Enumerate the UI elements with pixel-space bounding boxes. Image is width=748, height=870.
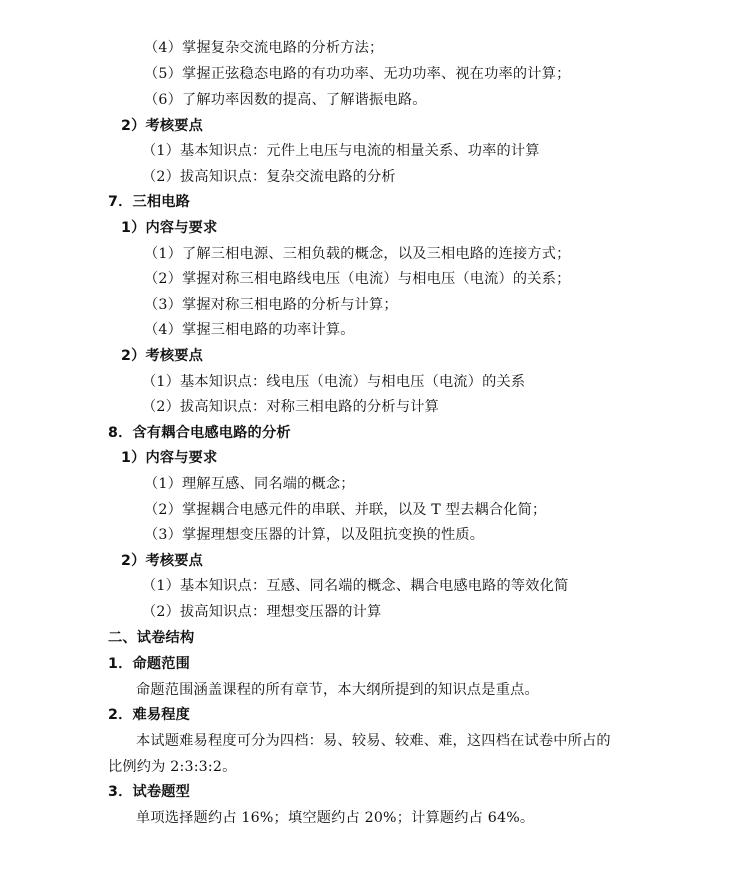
list-item: （4）掌握三相电路的功率计算。 <box>144 322 355 338</box>
paragraph: 命题范围涵盖课程的所有章节，本大纲所提到的知识点是重点。 <box>136 682 539 698</box>
subheading: 2）考核要点 <box>121 348 204 364</box>
section-heading: 3．试卷题型 <box>108 784 191 800</box>
list-item: （6）了解功率因数的提高、了解谐振电路。 <box>144 92 427 108</box>
list-item: （4）掌握复杂交流电路的分析方法； <box>144 40 384 56</box>
subheading: 2）考核要点 <box>121 118 204 134</box>
subheading: 1）内容与要求 <box>121 220 218 236</box>
list-item: （3）掌握理想变压器的计算，以及阻抗变换的性质。 <box>144 527 485 543</box>
paragraph: 本试题难易程度可分为四档：易、较易、较难、难，这四档在试卷中所占的 <box>136 733 611 749</box>
section-heading: 7．三相电路 <box>108 194 191 210</box>
list-item: （2）拔高知识点：复杂交流电路的分析 <box>142 169 396 185</box>
list-item: （2）掌握耦合电感元件的串联、并联，以及 T 型去耦合化简； <box>144 502 547 518</box>
subheading: 2）考核要点 <box>121 553 204 569</box>
list-item: （2）掌握对称三相电路线电压（电流）与相电压（电流）的关系； <box>144 271 571 287</box>
list-item: （1）基本知识点：元件上电压与电流的相量关系、功率的计算 <box>142 143 540 159</box>
list-item: （2）拔高知识点：理想变压器的计算 <box>142 604 382 620</box>
list-item: （2）拔高知识点：对称三相电路的分析与计算 <box>142 399 439 415</box>
section-heading: 8．含有耦合电感电路的分析 <box>108 425 291 441</box>
paragraph-continuation: 比例约为 2:3:3:2。 <box>108 759 237 775</box>
list-item: （5）掌握正弦稳态电路的有功功率、无功功率、视在功率的计算； <box>144 66 571 82</box>
list-item: （1）基本知识点：线电压（电流）与相电压（电流）的关系 <box>142 374 526 390</box>
list-item: （1）基本知识点：互感、同名端的概念、耦合电感电路的等效化简 <box>142 578 569 594</box>
paragraph: 单项选择题约占 16%；填空题约占 20%；计算题约占 64%。 <box>136 810 535 826</box>
list-item: （1）理解互感、同名端的概念； <box>144 476 355 492</box>
part-heading: 二、试卷结构 <box>108 630 195 646</box>
subheading: 1）内容与要求 <box>121 450 218 466</box>
list-item: （3）掌握对称三相电路的分析与计算； <box>144 297 398 313</box>
section-heading: 2．难易程度 <box>108 707 191 723</box>
section-heading: 1．命题范围 <box>108 656 191 672</box>
list-item: （1）了解三相电源、三相负载的概念，以及三相电路的连接方式； <box>144 246 571 262</box>
